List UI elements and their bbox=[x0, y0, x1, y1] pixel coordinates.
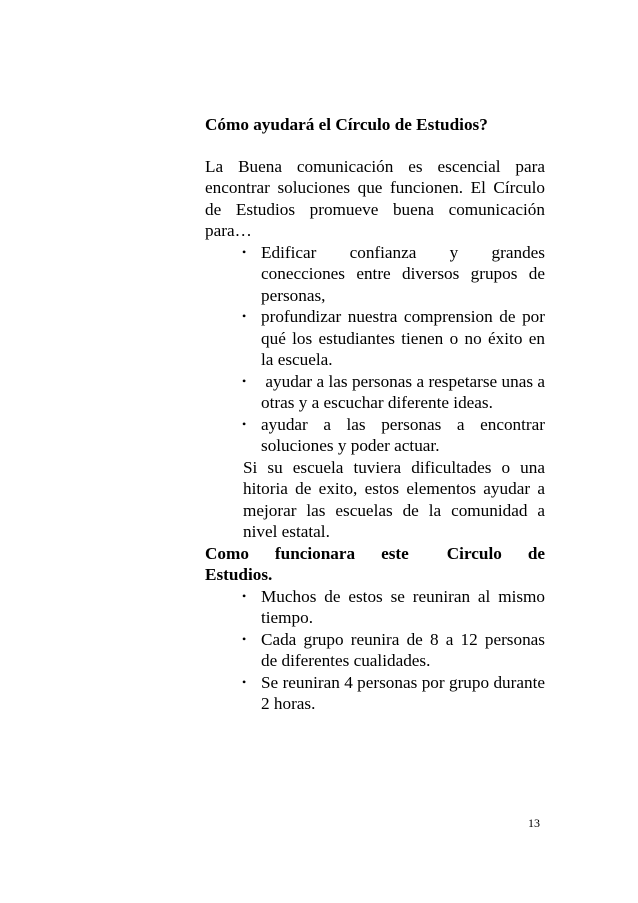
list-item-text: Cada grupo reunira de 8 a 12 personas de diferentes cualidades. bbox=[261, 629, 545, 670]
list-item bbox=[242, 672, 545, 715]
bullet-icon: • bbox=[242, 588, 247, 603]
bullet-icon: • bbox=[242, 373, 247, 388]
heading-word: de bbox=[527, 543, 545, 563]
list-item bbox=[242, 371, 550, 414]
closing-paragraph: Si su escuela tuviera dificultades o una hitoria de exito, estos elementos ayudar a mejorar las escuelas de la comunidad a nivel estatal. bbox=[243, 457, 545, 541]
heading-word: este bbox=[381, 543, 409, 563]
bullet-icon: • bbox=[242, 416, 247, 431]
list-item bbox=[242, 586, 545, 629]
list-item-text: ayudar a las personas a respetarse unas a otras y a escuchar diferente ideas. bbox=[261, 371, 550, 412]
section-title: Cómo ayudará el Círculo de Estudios? bbox=[205, 115, 488, 134]
benefits-list bbox=[205, 242, 550, 457]
list-item-text: Muchos de estos se reuniran al mismo tiempo. bbox=[261, 586, 545, 627]
list-item-text: Se reuniran 4 personas por grupo durante 2 horas. bbox=[261, 672, 545, 713]
page-content bbox=[205, 114, 550, 715]
list-item bbox=[242, 414, 545, 457]
section-heading-line-2: Estudios. bbox=[205, 565, 273, 584]
list-item-text: Edificar confianza y grandes conecciones entre diversos grupos de personas, bbox=[261, 242, 545, 305]
section-heading-line-1 bbox=[205, 543, 545, 565]
list-item-text: ayudar a las personas a encontrar soluciones y poder actuar. bbox=[261, 414, 545, 455]
bullet-icon: • bbox=[242, 244, 247, 259]
list-item bbox=[242, 629, 545, 672]
list-item bbox=[242, 306, 545, 371]
heading-word: Circulo bbox=[446, 543, 502, 563]
section-heading bbox=[205, 543, 545, 586]
bullet-icon: • bbox=[242, 309, 247, 323]
list-item bbox=[242, 242, 545, 307]
bullet-icon: • bbox=[242, 631, 247, 646]
page-number: 13 bbox=[528, 816, 540, 830]
intro-paragraph: La Buena comunicación es escencial para encontrar soluciones que funcionen. El Círculo de Estudios promueve buena comunicación para… bbox=[205, 156, 545, 240]
logistics-list bbox=[205, 586, 545, 715]
heading-word: funcionara bbox=[274, 543, 356, 563]
heading-word: Como bbox=[205, 543, 249, 563]
list-item-text: profundizar nuestra comprension de por qué los estudiantes tienen o no éxito en la escuela. bbox=[261, 307, 545, 369]
bullet-icon: • bbox=[242, 674, 247, 689]
